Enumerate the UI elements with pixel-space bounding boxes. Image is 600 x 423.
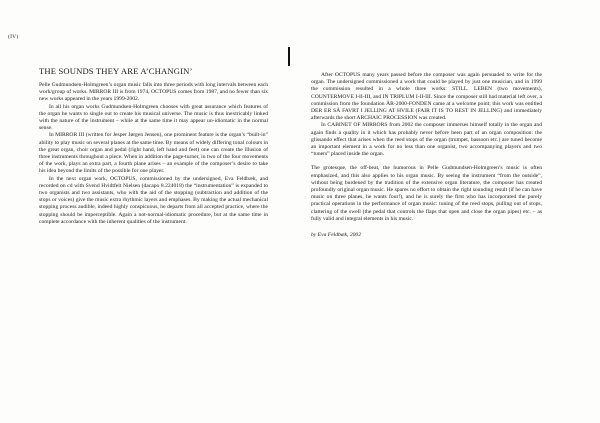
- left-column: [39, 66, 268, 226]
- article-heading: THE SOUNDS THEY ARE A’CHANGIN’: [39, 66, 193, 76]
- paragraph-intro: Pelle Gudmundsen-Holmgreen’s organ music falls into three periods with long intervals between each work/group of works. MIRROR III is from 1974, OCTOPUS comes from 1987, and no fewer than six new works appeared in the years 1999-2002.: [39, 82, 268, 103]
- paragraph-cabinet-of-mirrors: In CABINET OF MIRRORS from 2002 the composer immerses himself totally in the organ and again finds a quality in it which has probably never before been part of an organ composition: the glissando effect that arises when the reed stops of the organ (trumpet, bassoon etc.) are tuned become an important element in a work for no less than one organist, two accompanying players and two “tuners” placed inside the organ.: [311, 122, 542, 158]
- paragraph-after-octopus: After OCTOPUS many years passed before the composer was again persuaded to write for the organ. The undersigned commissioned a work that could be played by just one musician, and in 1999 the commission resulted in a whole three works: STILL. LEBEN (two movements), COUNTERMOVE I-II-III, and IN TRIPLUM I-II-III. Since the composer still had material left over, a commission from the foundation ÅR-2000-FONDEN came at a welcome point; this work was entitled DER ER SÅ FAVRT I JELLING AT HVILE (FAIR IT IS TO REST IN JELLING) and immediately afterwards the short ARCHAIC PROCESSION was created.: [311, 72, 542, 122]
- paragraph-mirror-iii: In MIRROR III (written for Jesper Jørgen Jensen), one prominent feature is the organ’s “built-in” ability to play music on several planes at the same time. By means of widely differing tonal colours in the great organ, choir organ and pedal (right hand, left hand and feet) one can create the illusion of three instruments throughout a piece. When in addition the page-turner, in two of the four movements of the work, plays an extra part, a fourth plane arises – an example of the composer’s desire to take his idea beyond the limits of the possible for one player.: [39, 132, 268, 175]
- paragraph-grotesque: The grotesque, the off-beat, the humorous in Pelle Gudmundsen-Holmgreen’s music is often emphasized, and this also applies to his organ music. By seeing the instrument “from the outside”, without being burdened by the tradition of the extensive organ literature, the composer has created profoundly original organ music. He spares no effort to obtain the right sounding result (if he can have music on three planes, he wants four!), and he is surely the first who has incorporated the purely practical operations in the performance of organ music: tuning of the reed stops, pulling out of stops, clattering of the swell (the pedal that controls the flaps that open and close the organ pipes) etc. – as fully valid and integral elements in his music.: [311, 165, 542, 222]
- page-number: (IV): [8, 34, 19, 40]
- author-signature: by Eva Feldbæk, 2002: [311, 232, 362, 239]
- right-column: [311, 72, 542, 238]
- paragraph-organ-works: In all his organ works Gudmundsen-Holmgreen chooses with great assurance which features of the organ he wants to single out to create his musical universe. The music is thus inextricably linked with the nature of the instrument – while at the same time it may appear un-idiomatic in the normal sense.: [39, 103, 268, 132]
- column-divider-bar: [288, 47, 290, 66]
- paragraph-octopus: In the next organ work, OCTOPUS, commissioned by the undersigned, Eva Feldbæk, and recorded on cd with Svend Hvidtfelt Nielsen (dacapo 8.224018) the “instrumentation” is expanded to two organists and two assistants, who with the aid of the stopping (subtraction and addition of the stops or voices) give the music extra rhythmic layers and emphases. By making the actual mechanical stopping process audible, indeed highly conspicuous, he departs from all accepted practice, where the stopping should be imperceptible. Again a not-normal-idiomatic procedure, but at the same time in complete accordance with the inherent qualities of the instrument.: [39, 175, 268, 225]
